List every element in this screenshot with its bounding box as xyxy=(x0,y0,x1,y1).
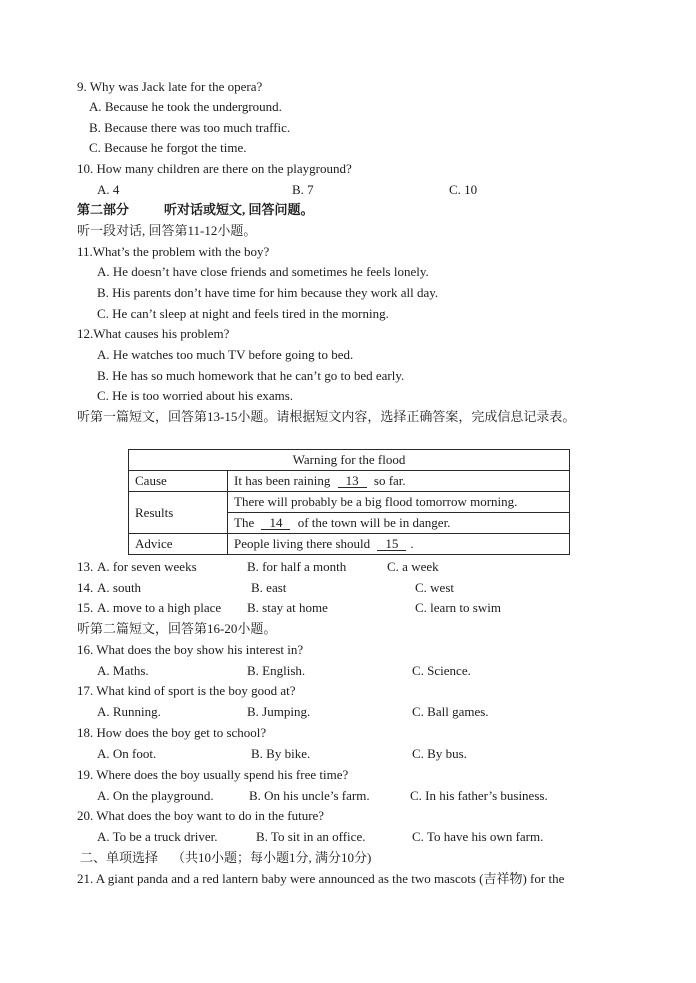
question-14-option-b: B. east xyxy=(251,580,287,595)
passage-2-intro: 听第二篇短文，回答第16-20小题。 xyxy=(77,621,277,636)
question-18-stem: 18. How does the boy get to school? xyxy=(77,725,267,740)
question-10-option-a: A. 4 xyxy=(97,182,120,197)
question-12-option-c: C. He is too worried about his exams. xyxy=(97,388,294,403)
advice-text-before: People living there should xyxy=(234,536,371,551)
table-header-row xyxy=(129,450,570,471)
question-16-stem: 16. What does the boy show his interest in? xyxy=(77,642,304,657)
table-row-advice xyxy=(129,534,570,555)
question-17-stem: 17. What kind of sport is the boy good at? xyxy=(77,683,296,698)
question-17-option-b: B. Jumping. xyxy=(247,704,311,719)
question-13-number: 13. xyxy=(77,559,94,574)
question-10-option-b: B. 7 xyxy=(292,182,314,197)
advice-content xyxy=(228,534,570,555)
section-2-title: 二、单项选择 xyxy=(80,850,159,865)
question-10-option-c: C. 10 xyxy=(449,182,478,197)
blank-15: 15 xyxy=(377,537,406,551)
blank-14: 14 xyxy=(261,516,290,530)
question-10-stem: 10. How many children are there on the playground? xyxy=(77,161,352,176)
question-15-option-c: C. learn to swim xyxy=(415,600,501,615)
cause-text-before: It has been raining xyxy=(234,473,331,488)
results-line-1: There will probably be a big flood tomorrow morning. xyxy=(228,492,570,513)
results-label: Results xyxy=(129,492,228,534)
blank-13: 13 xyxy=(338,474,367,488)
question-9-option-b: B. Because there was too much traffic. xyxy=(89,120,291,135)
advice-text-after: . xyxy=(410,536,414,551)
cause-label: Cause xyxy=(129,471,228,492)
question-12-option-b: B. He has so much homework that he can’t go to bed early. xyxy=(97,368,405,383)
question-15-number: 15. xyxy=(77,600,94,615)
question-11-stem: 11.What’s the problem with the boy? xyxy=(77,244,270,259)
cause-content xyxy=(228,471,570,492)
question-11-option-b: B. His parents don’t have time for him because they work all day. xyxy=(97,285,439,300)
question-13-option-b: B. for half a month xyxy=(247,559,347,574)
question-16-option-a: A. Maths. xyxy=(97,663,149,678)
results-line-2-before: The xyxy=(234,515,255,530)
question-14-option-a: A. south xyxy=(97,580,142,595)
question-11-option-c: C. He can’t sleep at night and feels tired in the morning. xyxy=(97,306,389,321)
question-16-option-b: B. English. xyxy=(247,663,306,678)
table-row-cause xyxy=(129,471,570,492)
question-20-option-c: C. To have his own farm. xyxy=(412,829,544,844)
question-21-stem: 21. A giant panda and a red lantern baby were announced as the two mascots (吉祥物) for the xyxy=(77,871,565,886)
question-12-stem: 12.What causes his problem? xyxy=(77,326,230,341)
question-13-option-a: A. for seven weeks xyxy=(97,559,197,574)
question-18-option-c: C. By bus. xyxy=(412,746,467,761)
results-line-2-after: of the town will be in danger. xyxy=(297,515,451,530)
part-2-title: 第二部分 xyxy=(77,202,130,217)
flood-warning-table xyxy=(128,449,570,555)
question-19-option-a: A. On the playground. xyxy=(97,788,214,803)
table-row-results-1 xyxy=(129,492,570,513)
dialogue-intro: 听一段对话, 回答第11-12小题。 xyxy=(77,223,257,238)
advice-label: Advice xyxy=(129,534,228,555)
question-17-option-c: C. Ball games. xyxy=(412,704,489,719)
question-18-option-a: A. On foot. xyxy=(97,746,157,761)
question-18-option-b: B. By bike. xyxy=(251,746,311,761)
section-2-note: （共10小题；每小题1分, 满分10分) xyxy=(172,850,372,865)
question-14-number: 14. xyxy=(77,580,94,595)
results-line-2 xyxy=(228,513,570,534)
question-13-option-c: C. a week xyxy=(387,559,439,574)
question-15-option-a: A. move to a high place xyxy=(97,600,222,615)
question-15-option-b: B. stay at home xyxy=(247,600,328,615)
question-19-option-c: C. In his father’s business. xyxy=(410,788,548,803)
question-14-option-c: C. west xyxy=(415,580,454,595)
question-16-option-c: C. Science. xyxy=(412,663,471,678)
question-9-stem: 9. Why was Jack late for the opera? xyxy=(77,79,263,94)
table-title: Warning for the flood xyxy=(129,450,570,471)
question-19-option-b: B. On his uncle’s farm. xyxy=(249,788,370,803)
question-12-option-a: A. He watches too much TV before going to bed. xyxy=(97,347,354,362)
question-20-stem: 20. What does the boy want to do in the future? xyxy=(77,808,325,823)
question-20-option-b: B. To sit in an office. xyxy=(256,829,366,844)
question-11-option-a: A. He doesn’t have close friends and sometimes he feels lonely. xyxy=(97,264,429,279)
question-9-option-c: C. Because he forgot the time. xyxy=(89,140,247,155)
question-17-option-a: A. Running. xyxy=(97,704,161,719)
question-20-option-a: A. To be a truck driver. xyxy=(97,829,218,844)
cause-text-after: so far. xyxy=(373,473,406,488)
question-9-option-a: A. Because he took the underground. xyxy=(89,99,282,114)
part-2-instruction: 听对话或短文, 回答问题。 xyxy=(164,202,314,217)
passage-1-intro: 听第一篇短文，回答第13-15小题。请根据短文内容，选择正确答案，完成信息记录表。 xyxy=(77,409,576,424)
question-19-stem: 19. Where does the boy usually spend his free time? xyxy=(77,767,349,782)
